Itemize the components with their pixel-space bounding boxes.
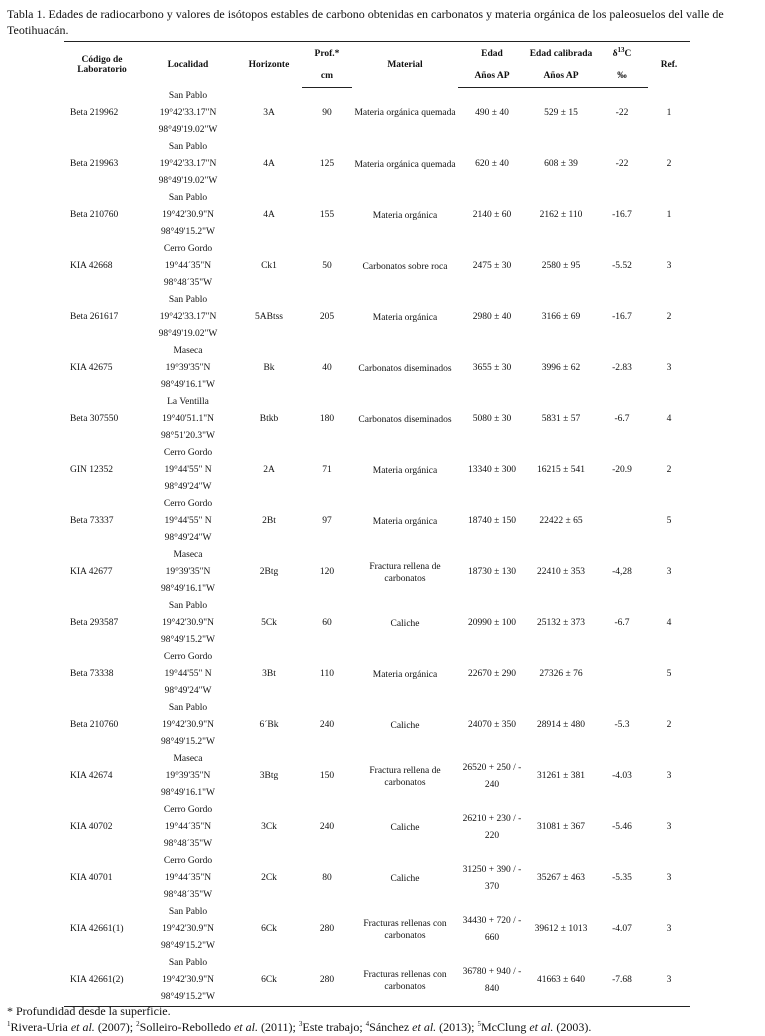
cell-cal-age: 3996 ± 62 — [541, 363, 581, 373]
cell-age: 34430 + 720 / - 660 — [462, 915, 522, 943]
table-row — [64, 649, 690, 700]
cell-delta: -5.35 — [612, 873, 632, 883]
cell-delta: -4.07 — [612, 924, 632, 934]
cell-code: KIA 42674 — [70, 771, 113, 781]
cell-material: Carbonatos diseminados — [358, 363, 452, 374]
cell-horizon: 3Bt — [262, 669, 276, 679]
cell-code: Beta 210760 — [70, 720, 119, 730]
locality-lon: 98°49'15.2"W — [161, 941, 215, 951]
table-row — [64, 343, 690, 394]
cell-material: Materia orgánica — [372, 516, 438, 527]
cell-ref: 3 — [666, 261, 672, 271]
locality-lat: 19°42'30.9"N — [162, 924, 214, 934]
cell-depth: 120 — [319, 567, 335, 577]
cell-ref: 2 — [666, 465, 672, 475]
table-row — [64, 904, 690, 955]
ref-number: 5 — [477, 1020, 481, 1028]
cell-age: 13340 ± 300 — [468, 465, 516, 475]
locality-lon: 98°49'16.1"W — [161, 788, 215, 798]
locality-lat: 19°44´35"N — [164, 873, 212, 883]
cell-material: Caliche — [390, 873, 420, 884]
cell-cal-age: 41663 ± 640 — [526, 955, 596, 1007]
cell-locality — [140, 802, 236, 853]
cell-delta: -2.83 — [612, 363, 632, 373]
cell-material: Carbonatos sobre roca — [362, 261, 448, 272]
locality-lon: 98°49'24"W — [164, 686, 212, 696]
cell-material: Fracturas rellenas con carbonatos — [352, 955, 458, 1007]
cell-code: KIA 40701 — [70, 873, 113, 883]
header-locality: Localidad — [140, 42, 236, 88]
locality-site: Cerro Gordo — [163, 652, 213, 662]
cell-age: 2475 ± 30 — [472, 261, 512, 271]
cell-age: 24070 ± 350 — [468, 720, 516, 730]
cell-locality — [140, 496, 236, 547]
cell-horizon: Btkb — [259, 414, 279, 424]
locality-site: Maseca — [173, 550, 203, 560]
cell-locality — [140, 853, 236, 904]
cell-code: GIN 12352 — [70, 465, 114, 475]
cell-age: 18740 ± 150 — [468, 516, 516, 526]
cell-locality — [140, 241, 236, 292]
footnote-depth: * Profundidad desde la superficie. — [7, 1004, 171, 1018]
delta-symbol: δ — [612, 48, 618, 59]
header-age: Edad — [458, 42, 526, 66]
cell-cal-age: 39612 ± 1013 — [534, 924, 588, 934]
cell-material: Carbonatos diseminados — [358, 414, 452, 425]
cell-delta: -5.46 — [612, 822, 632, 832]
cell-depth: 110 — [320, 669, 334, 679]
locality-lat: 19°44´35"N — [164, 822, 212, 832]
table-row — [64, 751, 690, 802]
cell-cal-age: 3166 ± 69 — [541, 312, 581, 322]
ref-etal: et al. — [412, 1020, 437, 1034]
ref-author: Solleiro-Rebolledo — [139, 1020, 234, 1034]
cell-depth: 60 — [322, 618, 332, 628]
locality-site: Maseca — [173, 346, 203, 356]
locality-lat: 19°42'30.9"N — [162, 720, 214, 730]
cell-material: Fractura rellena de carbonatos — [369, 561, 441, 584]
cell-ref: 1 — [666, 107, 672, 118]
cell-locality — [140, 445, 236, 496]
cell-cal-age: 5831 ± 57 — [541, 414, 581, 424]
locality-lon: 98°49'19.02"W — [158, 124, 218, 135]
cell-code: KIA 42661(1) — [70, 924, 124, 934]
delta-element: C — [624, 48, 632, 59]
locality-site: San Pablo — [168, 295, 208, 305]
cell-code: KIA 42661(2) — [64, 955, 140, 1007]
cell-ref: 3 — [666, 771, 672, 781]
cell-material: Materia orgánica — [372, 312, 438, 323]
locality-lon: 98°48´35"W — [163, 890, 213, 900]
cell-age: 18730 ± 130 — [468, 567, 516, 577]
locality-site: San Pablo — [168, 703, 208, 713]
locality-lon: 98°49'15.2"W — [161, 992, 215, 1002]
locality-lat: 19°42'30.9"N — [162, 975, 214, 985]
locality-site: La Ventilla — [167, 397, 209, 407]
cell-depth: 280 — [319, 924, 335, 934]
table-row — [64, 139, 690, 190]
cell-delta: -16.7 — [612, 210, 632, 220]
cell-age: 620 ± 40 — [475, 159, 509, 169]
cell-cal-age: 25132 ± 373 — [537, 618, 585, 628]
cell-ref: 1 — [666, 210, 672, 220]
cell-depth: 240 — [319, 720, 335, 730]
locality-lon: 98°49'24"W — [164, 482, 212, 492]
cell-ref: 4 — [666, 414, 672, 424]
cell-cal-age: 27326 ± 76 — [539, 669, 583, 679]
cell-code: Beta 219963 — [70, 159, 119, 169]
ref-author: McClung — [480, 1020, 530, 1034]
locality-site: San Pablo — [168, 142, 208, 152]
cell-delta: -6.7 — [614, 618, 630, 628]
cell-locality — [140, 139, 236, 190]
header-depth-unit: cm — [302, 65, 352, 88]
cell-delta — [596, 649, 648, 700]
locality-site: Cerro Gordo — [163, 805, 213, 815]
locality-lat: 19°42'33.17"N — [159, 107, 217, 118]
ref-etal: et al. — [529, 1020, 554, 1034]
cell-material: Materia orgánica quemada — [354, 159, 456, 170]
cell-cal-age: 22410 ± 353 — [537, 567, 585, 577]
ref-etal: et al. — [70, 1020, 95, 1034]
cell-material: Caliche — [390, 618, 420, 629]
table-caption: Tabla 1. Edades de radiocarbono y valores de isótopos estables de carbono obtenidas en carbonatos y materia orgánica de los paleosuelos del valle de Teotihuacán. — [7, 7, 724, 37]
cell-material: Materia orgánica — [372, 465, 438, 476]
table-row — [64, 598, 690, 649]
cell-locality — [140, 955, 236, 1007]
ref-year: (2003). — [553, 1020, 592, 1034]
table-row — [64, 547, 690, 598]
footnote-references — [7, 1019, 759, 1035]
cell-depth: 80 — [322, 873, 332, 883]
header-delta-unit: ‰ — [596, 65, 648, 88]
locality-site: San Pablo — [168, 958, 208, 968]
cell-age: 2140 ± 60 — [472, 210, 512, 220]
table-body — [64, 88, 690, 1007]
cell-cal-age: 16215 ± 541 — [537, 465, 585, 475]
locality-lat: 19°44´35"N — [164, 261, 212, 271]
cell-delta: -6.7 — [614, 414, 630, 424]
cell-horizon: 4A — [263, 159, 275, 169]
cell-cal-age: 22422 ± 65 — [539, 516, 583, 526]
cell-material: Caliche — [390, 822, 420, 833]
cell-depth: 180 — [319, 414, 335, 424]
cell-ref: 5 — [666, 516, 672, 526]
cell-ref: 3 — [666, 822, 672, 832]
locality-lat: 19°44'55" N — [164, 669, 212, 679]
ref-number: 4 — [365, 1020, 370, 1028]
cell-locality — [140, 88, 236, 140]
cell-delta: -16.7 — [612, 312, 632, 322]
cell-locality — [140, 751, 236, 802]
cell-ref: 3 — [666, 873, 672, 883]
cell-delta — [596, 496, 648, 547]
cell-delta: -4,28 — [612, 567, 632, 577]
cell-cal-age: 28914 ± 480 — [537, 720, 585, 730]
cell-locality — [140, 598, 236, 649]
cell-horizon: 6´Bk — [259, 720, 279, 730]
locality-lon: 98°48´35"W — [163, 278, 213, 288]
cell-depth: 97 — [322, 516, 332, 526]
table-row — [64, 394, 690, 445]
table-header — [64, 42, 690, 88]
locality-lat: 19°42'30.9"N — [162, 210, 214, 220]
locality-lat: 19°42'30.9"N — [162, 618, 214, 628]
cell-delta: -22 — [615, 108, 629, 118]
locality-lon: 98°49'24"W — [164, 533, 212, 543]
locality-site: San Pablo — [168, 90, 208, 101]
locality-lon: 98°48´35"W — [163, 839, 213, 849]
locality-lon: 98°49'15.2"W — [161, 635, 215, 645]
cell-code: Beta 219962 — [70, 107, 119, 118]
table-row — [64, 496, 690, 547]
cell-ref: 2 — [666, 159, 672, 169]
cell-ref: 3 — [666, 363, 672, 373]
cell-age: 20990 ± 100 — [468, 618, 516, 628]
cell-locality — [140, 394, 236, 445]
cell-code: KIA 40702 — [70, 822, 113, 832]
header-cal-age: Edad calibrada — [526, 42, 596, 66]
cell-locality — [140, 904, 236, 955]
cell-code: KIA 42677 — [70, 567, 113, 577]
locality-site: San Pablo — [168, 193, 208, 203]
cell-ref: 3 — [666, 567, 672, 577]
cell-material: Materia orgánica — [372, 669, 438, 680]
cell-age: 490 ± 40 — [475, 108, 509, 118]
ref-author: Rivera-Uria — [10, 1020, 71, 1034]
cell-cal-age: 35267 ± 463 — [537, 873, 585, 883]
ref-author: Sánchez — [369, 1020, 413, 1034]
locality-site: Cerro Gordo — [163, 856, 213, 866]
cell-age: 3655 ± 30 — [472, 363, 512, 373]
cell-code: Beta 293587 — [70, 618, 119, 628]
locality-lat: 19°39'35"N — [165, 771, 211, 781]
ref-year: (2011); — [257, 1020, 299, 1034]
table-row — [64, 955, 690, 1007]
locality-site: Cerro Gordo — [163, 448, 213, 458]
table-row — [64, 445, 690, 496]
cell-code: KIA 42668 — [70, 261, 113, 271]
cell-depth: 40 — [322, 363, 332, 373]
cell-material: Caliche — [390, 720, 420, 731]
cell-ref: 3 — [648, 955, 690, 1007]
cell-material: Materia orgánica quemada — [354, 108, 456, 119]
cell-horizon: 2Ck — [261, 873, 277, 883]
cell-code: Beta 73337 — [70, 516, 114, 526]
cell-age: 36780 + 940 / - 840 — [458, 955, 526, 1007]
cell-depth: 50 — [322, 261, 332, 271]
cell-depth: 280 — [302, 955, 352, 1007]
cell-horizon: 2A — [263, 465, 275, 475]
cell-depth: 205 — [319, 312, 335, 322]
locality-lat: 19°44'55" N — [164, 516, 212, 526]
locality-site: San Pablo — [168, 601, 208, 611]
cell-age: 26520 + 250 / - 240 — [462, 762, 522, 790]
ref-number: 1 — [7, 1020, 11, 1028]
cell-code: Beta 210760 — [70, 210, 119, 220]
header-age-unit: Años AP — [458, 65, 526, 88]
cell-delta: -20.9 — [612, 465, 632, 475]
cell-depth: 125 — [319, 159, 335, 169]
table-row — [64, 853, 690, 904]
cell-age: 5080 ± 30 — [472, 414, 512, 424]
header-delta — [596, 42, 648, 66]
table-row — [64, 292, 690, 343]
cell-horizon: 3Btg — [259, 771, 279, 781]
cell-age: 26210 + 230 / - 220 — [462, 813, 522, 841]
cell-depth: 90 — [322, 108, 332, 118]
table-row — [64, 88, 690, 140]
locality-lon: 98°49'15.2"W — [161, 227, 215, 237]
locality-site: Cerro Gordo — [163, 499, 213, 509]
radiocarbon-table — [64, 41, 690, 1007]
radiocarbon-table-container — [64, 41, 690, 1007]
cell-ref: 2 — [666, 720, 672, 730]
delta-superscript: 13 — [617, 45, 625, 54]
table-notes — [7, 1003, 759, 1035]
cell-material: Materia orgánica — [372, 210, 438, 221]
header-code: Código de Laboratorio — [64, 42, 140, 88]
cell-locality — [140, 700, 236, 751]
cell-material: Fracturas rellenas con carbonatos — [363, 918, 447, 941]
cell-code: Beta 261617 — [70, 312, 119, 322]
locality-lat: 19°39'35"N — [165, 567, 211, 577]
cell-depth: 71 — [322, 465, 332, 475]
ref-year: (2007); — [94, 1020, 137, 1034]
cell-code: KIA 42675 — [70, 363, 113, 373]
cell-ref: 2 — [666, 312, 672, 322]
cell-depth: 240 — [319, 822, 335, 832]
cell-delta: -22 — [615, 159, 629, 169]
cell-horizon: 2Btg — [259, 567, 279, 577]
cell-ref: 3 — [666, 924, 672, 934]
cell-cal-age: 2580 ± 95 — [541, 261, 581, 271]
cell-horizon: 4A — [263, 210, 275, 220]
header-ref: Ref. — [648, 42, 690, 88]
cell-horizon: Bk — [263, 363, 275, 373]
ref-year: (2013); — [436, 1020, 478, 1034]
table-row — [64, 190, 690, 241]
cell-age: 31250 + 390 / - 370 — [462, 864, 522, 892]
table-row — [64, 802, 690, 853]
header-depth: Prof.* — [302, 42, 352, 66]
table-row — [64, 241, 690, 292]
header-cal-unit: Años AP — [526, 65, 596, 88]
cell-horizon: 5Ck — [261, 618, 277, 628]
cell-horizon: 3A — [263, 107, 275, 118]
cell-locality — [140, 547, 236, 598]
ref-number: 3 — [298, 1020, 303, 1028]
cell-horizon: 2Bt — [262, 516, 276, 526]
header-horizon: Horizonte — [236, 42, 302, 88]
cell-horizon: 6Ck — [236, 955, 302, 1007]
cell-depth: 155 — [319, 210, 335, 220]
ref-number: 2 — [136, 1020, 140, 1028]
locality-lat: 19°44'55" N — [164, 465, 212, 475]
cell-age: 2980 ± 40 — [472, 312, 512, 322]
cell-age: 22670 ± 290 — [468, 669, 516, 679]
cell-horizon: Ck1 — [261, 261, 277, 271]
ref-author: Este trabajo; — [302, 1020, 366, 1034]
cell-depth: 150 — [319, 771, 335, 781]
locality-lat: 19°42'33.17"N — [159, 312, 217, 322]
locality-lat: 19°42'33.17"N — [159, 159, 217, 169]
locality-lat: 19°39'35"N — [165, 363, 211, 373]
cell-locality — [140, 292, 236, 343]
cell-cal-age: 608 ± 39 — [544, 159, 578, 169]
locality-site: Maseca — [173, 754, 203, 764]
locality-site: Cerro Gordo — [163, 244, 213, 254]
cell-ref: 5 — [666, 669, 672, 679]
locality-lon: 98°49'16.1"W — [161, 380, 215, 390]
cell-locality — [140, 343, 236, 394]
cell-delta: -7.68 — [596, 955, 648, 1007]
cell-locality — [140, 190, 236, 241]
cell-cal-age: 31261 ± 381 — [537, 771, 585, 781]
cell-delta: -4.03 — [612, 771, 632, 781]
locality-site: San Pablo — [168, 907, 208, 917]
table-row — [64, 700, 690, 751]
cell-horizon: 3Ck — [261, 822, 277, 832]
locality-lon: 98°51'20.3"W — [161, 431, 215, 441]
locality-lon: 98°49'16.1"W — [161, 584, 215, 594]
header-material: Material — [352, 42, 458, 88]
cell-ref: 4 — [666, 618, 672, 628]
cell-locality — [140, 649, 236, 700]
cell-cal-age: 529 ± 15 — [544, 108, 578, 118]
cell-cal-age: 2162 ± 110 — [539, 210, 583, 220]
cell-delta: -5.52 — [612, 261, 632, 271]
ref-etal: et al. — [233, 1020, 258, 1034]
cell-code: Beta 307550 — [70, 414, 119, 424]
cell-horizon: 5ABtss — [255, 312, 283, 322]
locality-lon: 98°49'19.02"W — [158, 176, 218, 186]
locality-lat: 19°40'51.1"N — [162, 414, 214, 424]
cell-cal-age: 31081 ± 367 — [537, 822, 585, 832]
cell-material: Fractura rellena de carbonatos — [369, 765, 441, 788]
cell-horizon: 6Ck — [261, 924, 277, 934]
locality-lon: 98°49'19.02"W — [158, 329, 218, 339]
locality-lon: 98°49'15.2"W — [161, 737, 215, 747]
cell-delta: -5.3 — [614, 720, 630, 730]
cell-code: Beta 73338 — [70, 669, 114, 679]
